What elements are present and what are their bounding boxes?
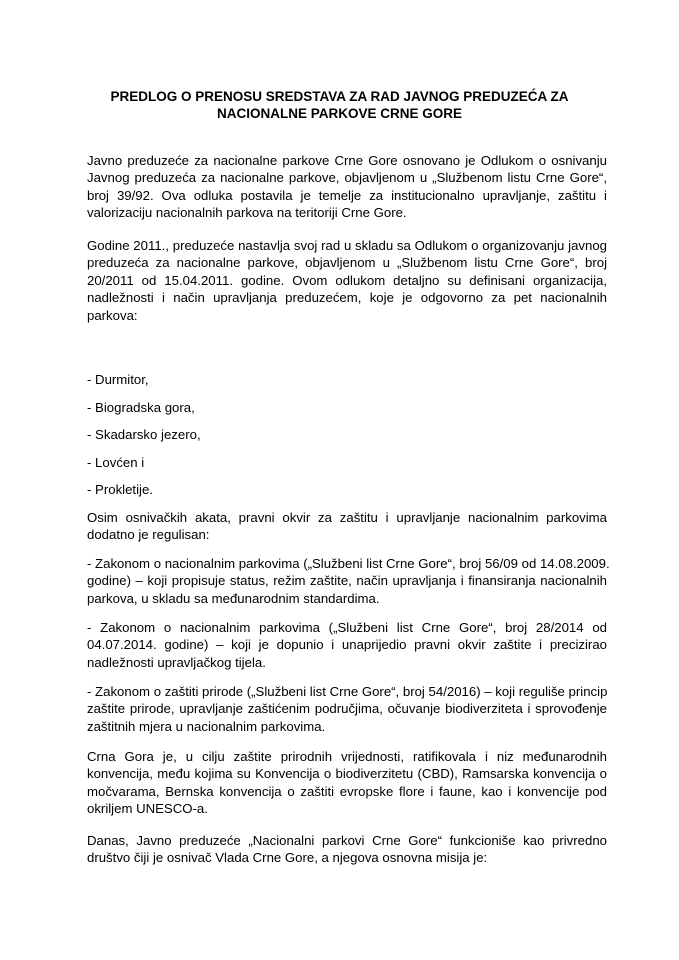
text-line: godine) – koji propisuje status, režim zaštite, način upravljanja i finansiranja nacionalnih (87, 573, 607, 589)
text-line: - Zakonom o nacionalnim parkovima („Službeni list Crne Gore“, broj 28/2014 od (87, 620, 607, 635)
text-line: Osim osnivačkih akata, pravni okvir za zaštitu i upravljanje nacionalnim parkovima (87, 510, 607, 525)
text-line: Danas, Javno preduzeće „Nacionalni parkovi Crne Gore“ funkcioniše kao privredno (87, 833, 607, 848)
text-line: močvarama, Bernska konvencija o zaštiti evropske flore i faune, kao i konvencije pod (87, 783, 607, 799)
title-line: NACIONALNE PARKOVE CRNE GORE (216, 106, 463, 121)
text-line: valorizaciju nacionalnih parkova na teritoriji Crne Gore. (87, 205, 407, 221)
text-line: parkova, u skladu sa međunarodnim standardima. (87, 590, 380, 606)
park-list-item: - Prokletije. (87, 482, 153, 497)
park-list-item: - Lovćen i (87, 455, 145, 470)
text-line: preduzeća za nacionalne parkove, objavljenom u „Službenom listu Crne Gore“, broj (87, 255, 607, 271)
text-line: nadležnosti i način upravljanja preduzećem, koje je odgovorno za pet nacionalnih (87, 290, 607, 306)
text-line: Godine 2011., preduzeće nastavlja svoj rad u skladu sa Odlukom o organizovanju javnog (87, 238, 607, 253)
document-title (60, 88, 619, 122)
paragraph-legal-framework (87, 509, 607, 544)
text-line: nadležnosti upravljačkog tijela. (87, 654, 266, 670)
title-line: PREDLOG O PRENOSU SREDSTAVA ZA RAD JAVNOG PREDUZEĆA ZA (110, 89, 569, 104)
paragraph-founding (87, 152, 607, 222)
paragraph-organization (87, 237, 607, 324)
park-list-item: - Durmitor, (87, 372, 149, 387)
text-line: broj 39/92. Ova odluka postavila je temelje za institucionalno upravljanje, zaštitu i (87, 187, 607, 203)
text-line: dodatno je regulisan: (87, 527, 210, 543)
law-item-3 (87, 683, 607, 735)
paragraph-mission (87, 832, 607, 867)
text-line: Javno preduzeće za nacionalne parkove Crne Gore osnovano je Odlukom o osnivanju (87, 153, 607, 168)
text-line: okriljem UNESCO-a. (87, 801, 208, 817)
law-item-1 (87, 555, 610, 607)
text-line: - Zakonom o zaštiti prirode („Službeni list Crne Gore“, broj 54/2016) – koji reguliše princip (87, 684, 608, 699)
text-line: parkova: (87, 307, 138, 323)
text-line: Javnog preduzeća za nacionalne parkove, objavljenom u „Službenom listu Crne Gore“, (87, 170, 607, 186)
text-line: Crna Gora je, u cilju zaštite prirodnih vrijednosti, ratifikovala i niz međunarodnih (87, 749, 607, 764)
text-line: - Zakonom o nacionalnim parkovima („Službeni list Crne Gore“, broj 56/09 od 14.08.2009. (87, 556, 610, 571)
park-list-item: - Skadarsko jezero, (87, 427, 201, 442)
park-list-item: - Biogradska gora, (87, 400, 195, 415)
law-item-2 (87, 619, 607, 671)
paragraph-conventions (87, 748, 607, 818)
text-line: 20/2011 od 15.04.2011. godine. Ovom odlukom detaljno su definisani organizacija, (87, 272, 607, 288)
text-line: konvencija, među kojima su Konvencija o biodiverzitetu (CBD), Ramsarska konvencija o (87, 766, 607, 782)
text-line: društvo čiji je osnivač Vlada Crne Gore, a njegova osnovna misija je: (87, 850, 488, 866)
text-line: 04.07.2014. godine) – koji je dopunio i unaprijedio pravni okvir zaštite i precizirao (87, 637, 607, 653)
text-line: zaštite prirode, upravljanje zaštićenim područjima, očuvanje biodiverziteta i sprovođenje (87, 701, 607, 717)
text-line: zaštitnih mjera u nacionalnim parkovima. (87, 718, 326, 734)
